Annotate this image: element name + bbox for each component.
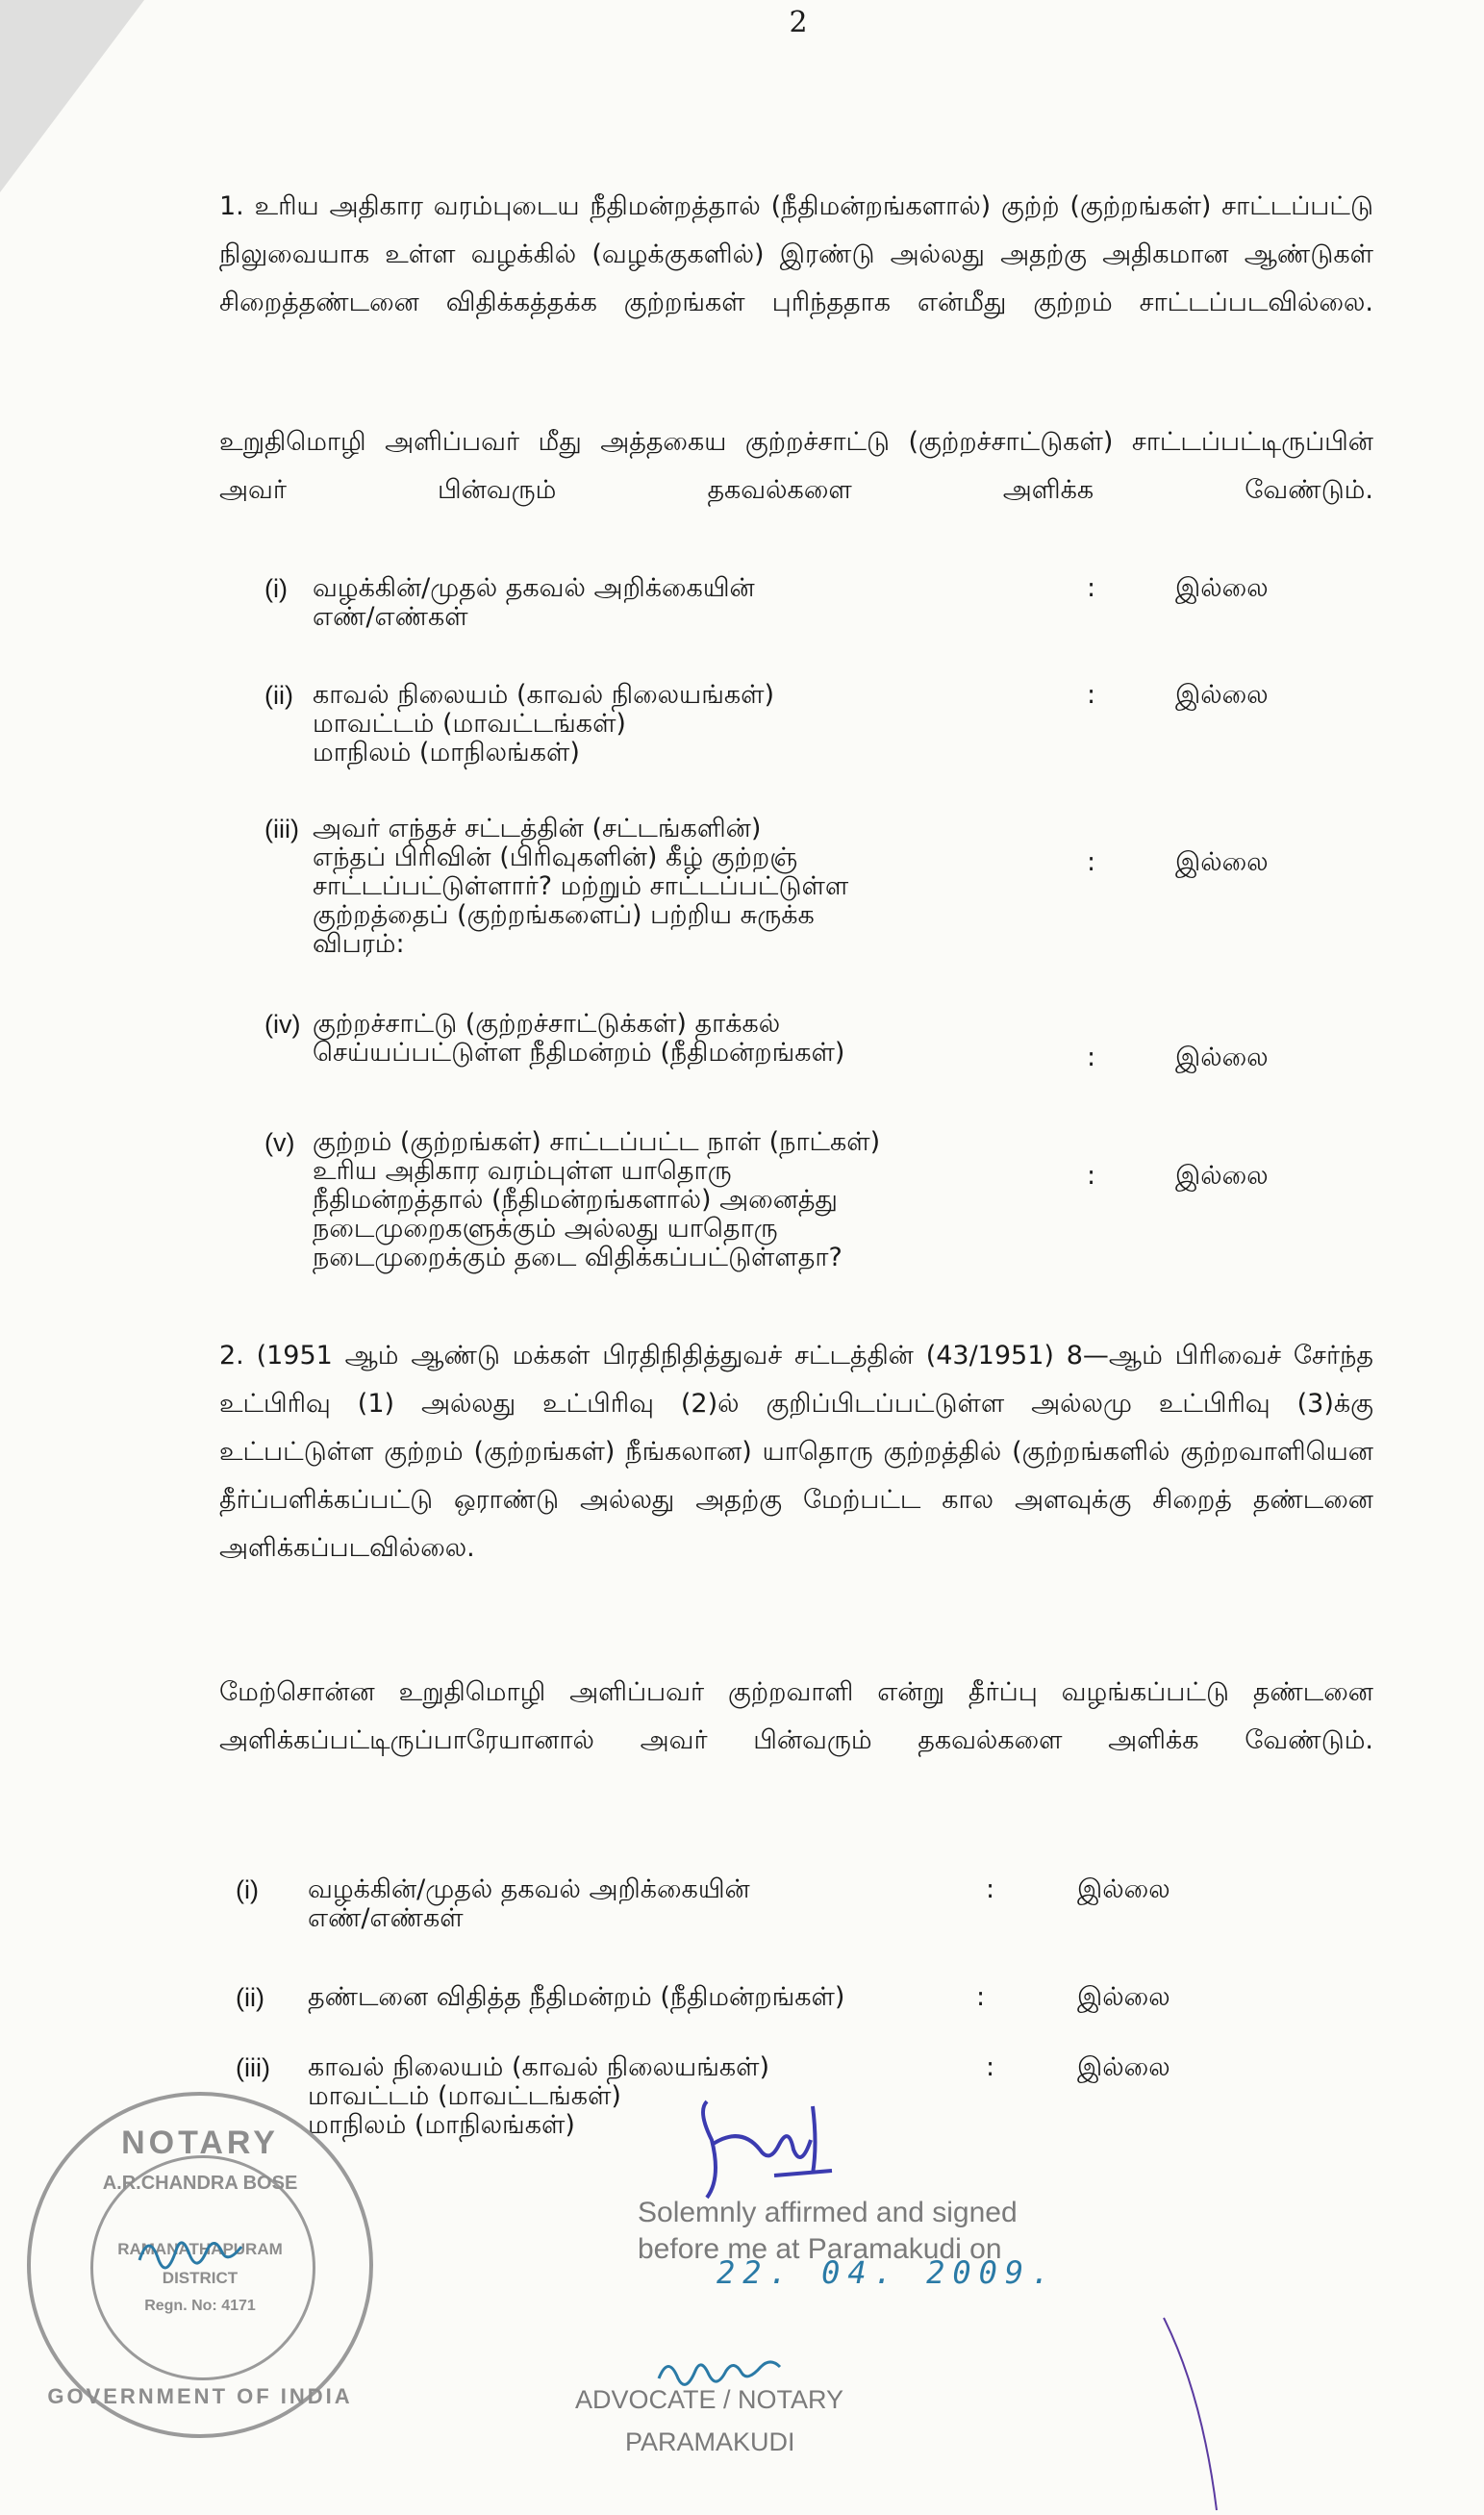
seal-name-text: A.R.CHANDRA BOSE	[102, 2173, 298, 2194]
item-colon: :	[1087, 680, 1096, 710]
attestation-date: 22. 04. 2009.	[717, 2254, 1058, 2291]
seal-notary-text: NOTARY	[121, 2125, 279, 2161]
seal-district-text: DISTRICT	[162, 2269, 239, 2287]
item-number: (v)	[264, 1128, 295, 1157]
item-colon: :	[986, 2052, 995, 2082]
seal-place-text: RAMANATHAPURAM	[117, 2240, 283, 2258]
item-answer: இல்லை	[1175, 680, 1269, 710]
item-answer: இல்லை	[1175, 1043, 1269, 1072]
item-number: (iii)	[236, 2053, 270, 2082]
item-answer: இல்லை	[1175, 847, 1269, 877]
attestation-line-1: Solemnly affirmed and signed	[638, 2197, 1018, 2228]
item-answer: இல்லை	[1077, 1982, 1170, 2012]
item-text: தண்டனை விதித்த நீதிமன்றம் (நீதிமன்றங்கள்)	[308, 1982, 845, 2012]
item-text: காவல் நிலையம் (காவல் நிலையங்கள்) மாவட்டம் (மாவட்டங்கள்) மாநிலம் (மாநிலங்கள்)	[313, 680, 775, 767]
item-answer: இல்லை	[1175, 573, 1269, 603]
pen-stroke-mark	[1159, 2313, 1236, 2515]
item-number: (ii)	[236, 1983, 264, 2012]
item-colon: :	[986, 1874, 995, 1904]
section1-intro: உறுதிமொழி அளிப்பவர் மீது அத்தகைய குற்றச்சாட்டு (குற்றச்சாட்டுகள்) சாட்டப்பட்டிருப்பின் அவர் பின்வரும் தகவல்களை அளிக்க வேண்டும்.	[219, 427, 1373, 505]
section1-paragraph: 1. உரிய அதிகார வரம்புடைய நீதிமன்றத்தால் (நீதிமன்றங்களால்) குற்ற் (குற்றங்கள்) சாட்டப்பட்டு நிலுவையாக உள்ள வழக்கில் (வழக்குகளில்) இரண்டு அல்லது அதற்கு அதிகமான ஆண்டுகள் சிறைத்தண்டனை விதிக்கத்தக்க குற்றங்கள் புரிந்ததாக என்மீது குற்றம் சாட்டப்படவில்லை.	[219, 191, 1373, 317]
seal-govt-text: GOVERNMENT OF INDIA	[47, 2384, 353, 2408]
item-text: அவர் எந்தச் சட்டத்தின் (சட்டங்களின்) எந்தப் பிரிவின் (பிரிவுகளின்) கீழ் குற்றஞ் சாட்டப்பட்டுள்ளார்? மற்றும் சாட்டப்பட்டுள்ள குற்றத்தைப் (குற்றங்களைப்) பற்றிய சுருக்க விபரம்:	[313, 814, 849, 959]
notary-city: PARAMAKUDI	[625, 2427, 795, 2456]
item-text: குற்றம் (குற்றங்கள்) சாட்டப்பட்ட நாள் (நாட்கள்) உரிய அதிகார வரம்புள்ள யாதொரு நீதிமன்றத்தால் (நீதிமன்றங்களால்) அனைத்து நடைமுறைகளுக்கும் அல்லது யாதொரு நடைமுறைக்கும் தடை விதிக்கப்பட்டுள்ளதா?	[313, 1127, 881, 1272]
item-colon: :	[976, 1982, 986, 2012]
item-answer: இல்லை	[1077, 1874, 1170, 1904]
attestation-line-2: before me at Paramakudi on	[638, 2233, 1002, 2265]
item-number: (i)	[264, 574, 288, 603]
item-number: (ii)	[264, 681, 293, 710]
item-text: காவல் நிலையம் (காவல் நிலையங்கள்) மாவட்டம் (மாவட்டங்கள்) மாநிலம் (மாநிலங்கள்)	[308, 2052, 770, 2140]
item-number: (iv)	[264, 1010, 301, 1039]
item-text: வழக்கின்/முதல் தகவல் அறிக்கையின் எண்/எண்கள்	[308, 1874, 750, 1933]
item-number: (i)	[236, 1875, 259, 1904]
section2-intro: மேற்சொன்ன உறுதிமொழி அளிப்பவர் குற்றவாளி என்று தீர்ப்பு வழங்கப்பட்டு தண்டனை அளிக்கப்பட்டிருப்பாரேயானால் அவர் பின்வரும் தகவல்களை அளிக்க வேண்டும்.	[219, 1677, 1373, 1755]
item-colon: :	[1087, 1043, 1096, 1072]
seal-regn-text: Regn. No: 4171	[144, 2298, 256, 2314]
deponent-signature	[668, 2087, 861, 2202]
seal-initials-signature	[135, 2222, 250, 2279]
notary-role: ADVOCATE / NOTARY	[575, 2385, 844, 2414]
item-colon: :	[1087, 847, 1096, 877]
item-number: (iii)	[264, 815, 299, 843]
item-colon: :	[1087, 573, 1096, 603]
item-answer: இல்லை	[1175, 1161, 1269, 1191]
item-text: வழக்கின்/முதல் தகவல் அறிக்கையின் எண்/எண்கள்	[313, 573, 755, 632]
page-number: 2	[789, 6, 808, 39]
section2-paragraph: 2. (1951 ஆம் ஆண்டு மக்கள் பிரதிநிதித்துவச் சட்டத்தின் (43/1951) 8—ஆம் பிரிவைச் சேர்ந்த உட்பிரிவு (1) அல்லது உட்பிரிவு (2)ல் குறிப்பிடப்பட்டுள்ள அல்லமு உட்பிரிவு (3)க்கு உட்பட்டுள்ள குற்றம் (குற்றங்கள்) நீங்கலான) யாதொரு குற்றத்தில் (குற்றங்களில் குற்றவாளியென தீர்ப்பளிக்கப்பட்டு ஒராண்டு அல்லது அதற்கு மேற்பட்ட கால அளவுக்கு சிறைத் தண்டனை அளிக்கப்படவில்லை.	[219, 1341, 1373, 1563]
item-colon: :	[1087, 1161, 1096, 1191]
item-text: குற்றச்சாட்டு (குற்றச்சாட்டுக்கள்) தாக்கல் செய்யப்பட்டுள்ள நீதிமன்றம் (நீதிமன்றங்கள்)	[313, 1009, 845, 1068]
item-answer: இல்லை	[1077, 2052, 1170, 2082]
